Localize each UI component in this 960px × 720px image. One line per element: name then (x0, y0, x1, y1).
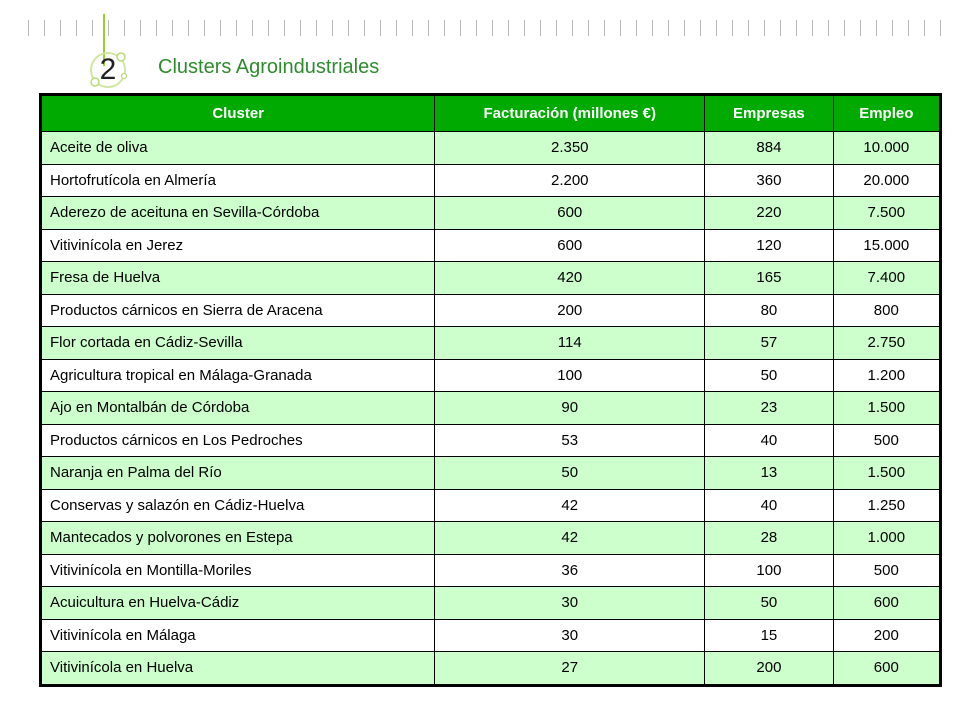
cell-empresas: 200 (705, 652, 833, 685)
cell-empresas: 165 (705, 262, 833, 295)
table-row (42, 457, 940, 490)
tick-mark (716, 20, 717, 36)
tick-mark (684, 20, 685, 36)
cell-empresas: 120 (705, 229, 833, 262)
tick-mark (76, 20, 77, 36)
cell-empresas: 40 (705, 489, 833, 522)
cell-cluster: Agricultura tropical en Málaga-Granada (42, 359, 435, 392)
table-row (42, 522, 940, 555)
tick-mark (236, 20, 237, 36)
table-row (42, 197, 940, 230)
cell-facturacion: 2.200 (435, 164, 705, 197)
tick-mark (460, 20, 461, 36)
decorative-tick-ruler (28, 20, 958, 36)
cell-empleo: 800 (833, 294, 939, 327)
tick-mark (876, 20, 877, 36)
table-row (42, 359, 940, 392)
table-row (42, 262, 940, 295)
tick-mark (28, 20, 29, 36)
tick-mark (300, 20, 301, 36)
tick-mark (636, 20, 637, 36)
table-row (42, 229, 940, 262)
tick-mark (844, 20, 845, 36)
table-row (42, 619, 940, 652)
cell-cluster: Productos cárnicos en Los Pedroches (42, 424, 435, 457)
cell-empresas: 15 (705, 619, 833, 652)
tick-mark (268, 20, 269, 36)
cell-cluster: Vitivinícola en Huelva (42, 652, 435, 685)
cell-empresas: 40 (705, 424, 833, 457)
cell-facturacion: 36 (435, 554, 705, 587)
table-row (42, 424, 940, 457)
tick-mark (780, 20, 781, 36)
cell-empresas: 220 (705, 197, 833, 230)
tick-mark (284, 20, 285, 36)
tick-mark (124, 20, 125, 36)
tick-mark (796, 20, 797, 36)
section-number: 2 (99, 53, 117, 86)
tick-mark (764, 20, 765, 36)
header-facturacion: Facturación (millones €) (435, 96, 705, 132)
cell-empleo: 1.500 (833, 457, 939, 490)
tick-mark (492, 20, 493, 36)
cell-empleo: 1.000 (833, 522, 939, 555)
tick-mark (60, 20, 61, 36)
tick-mark (220, 20, 221, 36)
cell-facturacion: 114 (435, 327, 705, 360)
table-row (42, 132, 940, 165)
cell-facturacion: 600 (435, 229, 705, 262)
tick-mark (588, 20, 589, 36)
cell-facturacion: 27 (435, 652, 705, 685)
tick-mark (812, 20, 813, 36)
cell-cluster: Vitivinícola en Málaga (42, 619, 435, 652)
tick-mark (572, 20, 573, 36)
table-row (42, 294, 940, 327)
table-row (42, 554, 940, 587)
tick-mark (380, 20, 381, 36)
tick-mark (364, 20, 365, 36)
tick-mark (908, 20, 909, 36)
tick-mark (476, 20, 477, 36)
tick-mark (188, 20, 189, 36)
cell-cluster: Aceite de oliva (42, 132, 435, 165)
cell-empresas: 100 (705, 554, 833, 587)
cell-empleo: 1.250 (833, 489, 939, 522)
tick-mark (604, 20, 605, 36)
cell-empleo: 7.500 (833, 197, 939, 230)
tick-mark (924, 20, 925, 36)
tick-mark (540, 20, 541, 36)
tick-mark (700, 20, 701, 36)
cell-cluster: Flor cortada en Cádiz-Sevilla (42, 327, 435, 360)
cell-empleo: 1.500 (833, 392, 939, 425)
table-row (42, 392, 940, 425)
cell-empleo: 7.400 (833, 262, 939, 295)
cell-cluster: Fresa de Huelva (42, 262, 435, 295)
cell-cluster: Productos cárnicos en Sierra de Aracena (42, 294, 435, 327)
cell-empresas: 23 (705, 392, 833, 425)
cell-facturacion: 420 (435, 262, 705, 295)
tick-mark (668, 20, 669, 36)
cell-cluster: Aderezo de aceituna en Sevilla-Córdoba (42, 197, 435, 230)
cell-empleo: 10.000 (833, 132, 939, 165)
tick-mark (140, 20, 141, 36)
cell-empresas: 50 (705, 587, 833, 620)
tick-mark (828, 20, 829, 36)
cell-empresas: 50 (705, 359, 833, 392)
cell-facturacion: 2.350 (435, 132, 705, 165)
tick-mark (748, 20, 749, 36)
cell-cluster: Hortofrutícola en Almería (42, 164, 435, 197)
tick-mark (108, 20, 109, 36)
cell-empleo: 15.000 (833, 229, 939, 262)
tick-mark (444, 20, 445, 36)
tick-mark (428, 20, 429, 36)
cell-empleo: 600 (833, 652, 939, 685)
clusters-table (39, 93, 942, 687)
cell-cluster: Vitivinícola en Jerez (42, 229, 435, 262)
header-cluster: Cluster (42, 96, 435, 132)
table-row (42, 164, 940, 197)
tick-mark (172, 20, 173, 36)
cell-facturacion: 30 (435, 587, 705, 620)
cell-empresas: 80 (705, 294, 833, 327)
page-title: Clusters Agroindustriales (158, 56, 380, 78)
table-row (42, 587, 940, 620)
cell-cluster: Naranja en Palma del Río (42, 457, 435, 490)
tick-mark (204, 20, 205, 36)
tick-mark (412, 20, 413, 36)
tick-mark (332, 20, 333, 36)
cell-empleo: 20.000 (833, 164, 939, 197)
cell-empresas: 13 (705, 457, 833, 490)
cell-facturacion: 42 (435, 522, 705, 555)
cell-facturacion: 200 (435, 294, 705, 327)
cell-cluster: Acuicultura en Huelva-Cádiz (42, 587, 435, 620)
tick-mark (44, 20, 45, 36)
tick-mark (396, 20, 397, 36)
tick-mark (556, 20, 557, 36)
cell-empleo: 600 (833, 587, 939, 620)
cell-facturacion: 600 (435, 197, 705, 230)
table-row (42, 652, 940, 685)
tick-mark (348, 20, 349, 36)
cell-empleo: 1.200 (833, 359, 939, 392)
tick-mark (892, 20, 893, 36)
table-header-row (42, 96, 940, 132)
tick-mark (620, 20, 621, 36)
cell-facturacion: 100 (435, 359, 705, 392)
tick-mark (316, 20, 317, 36)
cell-facturacion: 42 (435, 489, 705, 522)
table-row (42, 327, 940, 360)
tick-mark (252, 20, 253, 36)
header-empresas: Empresas (705, 96, 833, 132)
cell-cluster: Ajo en Montalbán de Córdoba (42, 392, 435, 425)
cell-facturacion: 90 (435, 392, 705, 425)
cell-cluster: Vitivinícola en Montilla-Moriles (42, 554, 435, 587)
tick-mark (92, 20, 93, 36)
cell-facturacion: 30 (435, 619, 705, 652)
cell-empresas: 360 (705, 164, 833, 197)
cell-cluster: Conservas y salazón en Cádiz-Huelva (42, 489, 435, 522)
cell-empresas: 884 (705, 132, 833, 165)
cell-empresas: 57 (705, 327, 833, 360)
tick-mark (652, 20, 653, 36)
tick-mark (860, 20, 861, 36)
tick-mark (732, 20, 733, 36)
header-empleo: Empleo (833, 96, 939, 132)
cell-empleo: 200 (833, 619, 939, 652)
cell-empleo: 500 (833, 554, 939, 587)
cell-facturacion: 50 (435, 457, 705, 490)
cell-empleo: 2.750 (833, 327, 939, 360)
cell-cluster: Mantecados y polvorones en Estepa (42, 522, 435, 555)
cell-empleo: 500 (833, 424, 939, 457)
table-row (42, 489, 940, 522)
cell-facturacion: 53 (435, 424, 705, 457)
tick-mark (524, 20, 525, 36)
tick-mark (156, 20, 157, 36)
cell-empresas: 28 (705, 522, 833, 555)
tick-mark (940, 20, 941, 36)
tick-mark (508, 20, 509, 36)
